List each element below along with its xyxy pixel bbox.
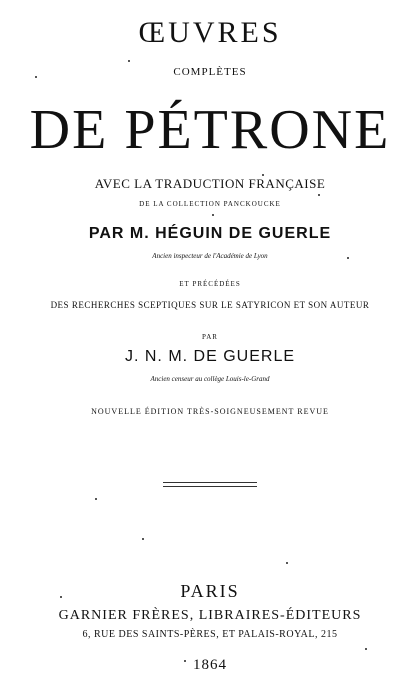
imprint-year: 1864: [193, 657, 227, 673]
scan-speck: [286, 562, 288, 564]
scan-speck: [35, 76, 37, 78]
imprint-publisher: GARNIER FRÈRES, LIBRAIRES-ÉDITEURS: [58, 608, 362, 623]
scan-speck: [95, 498, 97, 500]
preceded-line: ET PRÉCÉDÉES: [179, 280, 241, 288]
edition-line: NOUVELLE ÉDITION TRÈS-SOIGNEUSEMENT REVUE: [91, 407, 329, 416]
work-subtitle: COMPLÈTES: [173, 66, 247, 78]
scan-speck: [347, 257, 349, 259]
decorative-rule: [163, 482, 257, 487]
research-line: DES RECHERCHES SCEPTIQUES SUR LE SATYRICON ET SON AUTEUR: [50, 300, 370, 310]
translation-line: AVEC LA TRADUCTION FRANÇAISE: [94, 176, 326, 191]
scan-speck: [184, 660, 186, 662]
translator-role: Ancien inspecteur de l'Académie de Lyon: [152, 252, 268, 260]
scan-speck: [128, 60, 130, 62]
collection-line: DE LA COLLECTION PANCKOUCKE: [139, 200, 281, 208]
author-title: DE PÉTRONE: [29, 99, 391, 161]
imprint-address: 6, RUE DES SAINTS-PÈRES, ET PALAIS-ROYAL, 215: [82, 629, 338, 640]
scan-speck: [212, 214, 214, 216]
second-author-role: Ancien censeur au collège Louis-le-Grand: [150, 375, 270, 383]
scan-speck: [262, 174, 264, 176]
scan-speck: [365, 648, 367, 650]
imprint-city: PARIS: [180, 581, 240, 601]
scan-speck: [142, 538, 144, 540]
scan-speck: [318, 194, 320, 196]
second-author: J. N. M. DE GUERLE: [124, 348, 296, 365]
translator-line: PAR M. HÉGUIN DE GUERLE: [88, 225, 332, 242]
work-title: ŒUVRES: [138, 16, 282, 49]
by-line: PAR: [202, 333, 218, 341]
scan-speck: [60, 596, 62, 598]
